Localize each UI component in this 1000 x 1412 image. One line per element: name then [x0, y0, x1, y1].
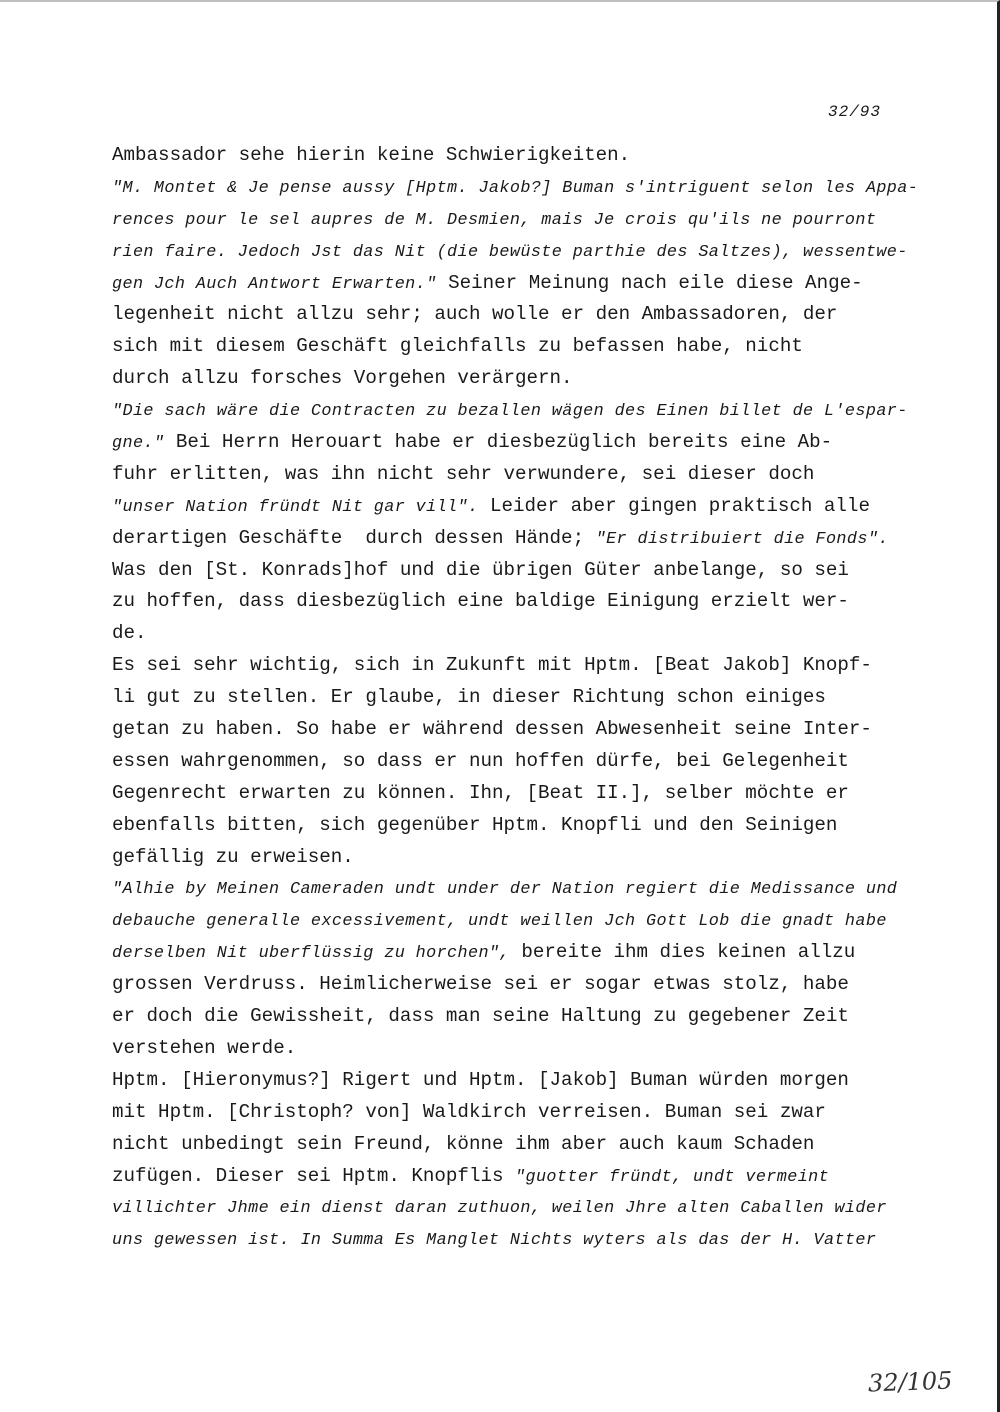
- quoted-source-text: "M. Montet & Je pense aussy [Hptm. Jakob?] Buman s'intriguent selon les Appa-: [112, 178, 919, 198]
- text-line: [112, 937, 912, 969]
- quoted-source-text: villichter Jhme ein dienst daran zuthuon, weilen Jhre alten Caballen wider: [112, 1199, 887, 1219]
- body-text: legenheit nicht allzu sehr; auch wolle er den Ambassadoren, der: [112, 303, 838, 326]
- body-text: grossen Verdruss. Heimlicherweise sei er sogar etwas stolz, habe: [112, 973, 849, 996]
- text-line: [112, 618, 912, 650]
- body-text: fuhr erlitten, was ihn nicht sehr verwundere, sei dieser doch: [112, 462, 815, 485]
- text-line: [112, 140, 912, 172]
- text-line: [112, 842, 912, 874]
- text-line: [112, 682, 912, 714]
- quoted-source-text: derselben Nit uberflüssig zu horchen",: [112, 944, 510, 964]
- text-line: [112, 1001, 912, 1033]
- quoted-source-text: "guotter fründt, undt vermeint: [515, 1167, 830, 1187]
- quoted-source-text: debauche generalle excessivement, undt weillen Jch Gott Lob die gnadt habe: [112, 912, 887, 932]
- body-text: derartigen Geschäfte durch dessen Hände;: [112, 526, 596, 549]
- text-line: [112, 1129, 912, 1161]
- document-body: [112, 140, 919, 1256]
- text-line: [112, 714, 912, 746]
- text-line: [112, 1097, 912, 1129]
- text-line: [112, 491, 912, 523]
- body-text: Bei Herrn Herouart habe er diesbezüglich bereits eine Ab-: [164, 431, 833, 454]
- text-line: [112, 395, 912, 427]
- text-line: [112, 1224, 912, 1256]
- text-line: [112, 523, 912, 555]
- text-line: [112, 650, 912, 682]
- body-text: mit Hptm. [Christoph? von] Waldkirch verreisen. Buman sei zwar: [112, 1100, 826, 1123]
- body-text: verstehen werde.: [112, 1036, 297, 1059]
- text-line: [112, 778, 912, 810]
- body-text: li gut zu stellen. Er glaube, in dieser Richtung schon einiges: [112, 686, 826, 709]
- text-line: [112, 331, 912, 363]
- text-line: [112, 746, 912, 778]
- body-text: Es sei sehr wichtig, sich in Zukunft mit Hptm. [Beat Jakob] Knopf-: [112, 654, 872, 677]
- body-text: er doch die Gewissheit, dass man seine Haltung zu gegebener Zeit: [112, 1005, 849, 1028]
- text-line: [112, 172, 919, 204]
- text-line: [112, 236, 912, 268]
- body-text: zufügen. Dieser sei Hptm. Knopflis: [112, 1164, 516, 1187]
- text-line: [112, 555, 912, 587]
- quoted-source-text: gne.": [112, 434, 165, 454]
- body-text: Gegenrecht erwarten zu können. Ihn, [Beat II.], selber möchte er: [112, 781, 849, 804]
- quoted-source-text: rien faire. Jedoch Jst das Nit (die bewüste parthie des Saltzes), wessentwe-: [112, 242, 908, 262]
- body-text: ebenfalls bitten, sich gegenüber Hptm. Knopfli und den Seinigen: [112, 813, 838, 836]
- text-line: [112, 586, 912, 618]
- text-line: [112, 1033, 912, 1065]
- text-line: [112, 459, 912, 491]
- body-text: getan zu haben. So habe er während dessen Abwesenheit seine Inter-: [112, 718, 872, 741]
- text-line: [112, 1161, 912, 1193]
- quoted-source-text: uns gewessen ist. In Summa Es Manglet Nichts wyters als das der H. Vatter: [112, 1231, 877, 1251]
- body-text: durch allzu forsches Vorgehen verärgern.: [112, 367, 573, 390]
- quoted-source-text: gen Jch Auch Antwort Erwarten.": [112, 274, 437, 294]
- text-line: [112, 1065, 912, 1097]
- text-line: [112, 969, 912, 1001]
- text-line: [112, 873, 912, 905]
- text-line: [112, 905, 912, 937]
- body-text: essen wahrgenommen, so dass er nun hoffen dürfe, bei Gelegenheit: [112, 749, 849, 772]
- body-text: Ambassador sehe hierin keine Schwierigkeiten.: [112, 144, 631, 166]
- text-line: [112, 1192, 912, 1224]
- body-text: gefällig zu erweisen.: [112, 845, 354, 868]
- quoted-source-text: "Er distribuiert die Fonds".: [595, 529, 889, 549]
- text-line: [112, 204, 912, 236]
- body-text: sich mit diesem Geschäft gleichfalls zu befassen habe, nicht: [112, 335, 803, 358]
- quoted-source-text: "Die sach wäre die Contracten zu bezallen wägen des Einen billet de L'espar-: [112, 402, 908, 422]
- quoted-source-text: rences pour le sel aupres de M. Desmien, mais Je crois qu'ils ne pourront: [112, 210, 877, 230]
- body-text: bereite ihm dies keinen allzu: [509, 941, 856, 964]
- text-line: [112, 363, 912, 395]
- body-text: nicht unbedingt sein Freund, könne ihm aber auch kaum Schaden: [112, 1132, 815, 1155]
- text-line: [112, 268, 912, 300]
- body-text: Hptm. [Hieronymus?] Rigert und Hptm. [Jakob] Buman würden morgen: [112, 1068, 849, 1091]
- text-line: [112, 299, 912, 331]
- quoted-source-text: "Alhie by Meinen Cameraden undt under der Nation regiert die Medissance und: [112, 880, 898, 900]
- body-text: de.: [112, 622, 147, 645]
- handwritten-page-stamp: 32/105: [867, 1366, 953, 1398]
- quoted-source-text: "unser Nation fründt Nit gar vill".: [112, 497, 479, 517]
- body-text: Seiner Meinung nach eile diese Ange-: [436, 271, 863, 294]
- page-number: 32/93: [828, 103, 882, 121]
- body-text: zu hoffen, dass diesbezüglich eine baldige Einigung erzielt wer-: [112, 590, 849, 613]
- body-text: Was den [St. Konrads]hof und die übrigen Güter anbelange, so sei: [112, 558, 849, 581]
- body-text: Leider aber gingen praktisch alle: [478, 494, 870, 517]
- text-line: [112, 810, 912, 842]
- text-line: [112, 427, 912, 459]
